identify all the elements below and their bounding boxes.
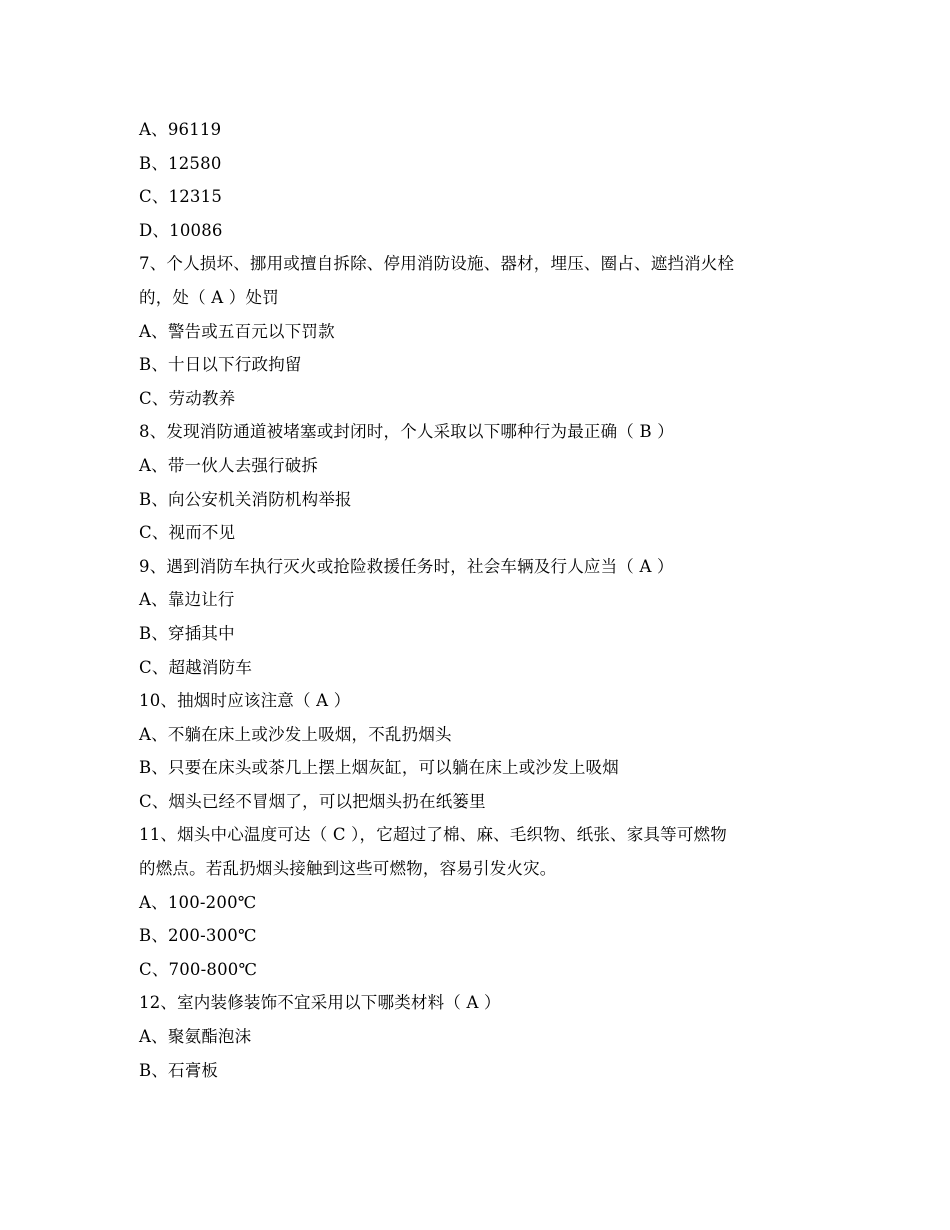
question-line: 9、遇到消防车执行灭火或抢险救援任务时，社会车辆及行人应当（ A ） bbox=[139, 556, 674, 576]
option-line: A、带一伙人去强行破拆 bbox=[139, 455, 319, 475]
question-line: 12、室内装修装饰不宜采用以下哪类材料（ A ） bbox=[139, 993, 501, 1013]
option-line: B、12580 bbox=[139, 153, 222, 173]
option-line: B、200-300℃ bbox=[139, 926, 257, 946]
option-line: A、聚氨酯泡沫 bbox=[139, 1027, 252, 1047]
question-line: 11、烟头中心温度可达（ C ），它超过了棉、麻、毛织物、纸张、家具等可燃物 bbox=[139, 825, 727, 845]
question-line: 的，处（ A ）处罚 bbox=[139, 287, 279, 307]
option-line: B、穿插其中 bbox=[139, 623, 235, 643]
question-line: 的燃点。若乱扔烟头接触到这些可燃物，容易引发火灾。 bbox=[139, 859, 557, 879]
option-line: B、石膏板 bbox=[139, 1060, 219, 1080]
option-line: B、只要在床头或茶几上摆上烟灰缸，可以躺在床上或沙发上吸烟 bbox=[139, 758, 619, 778]
option-line: C、700-800℃ bbox=[139, 959, 258, 979]
question-line: 10、抽烟时应该注意（ A ） bbox=[139, 691, 351, 711]
option-line: A、警告或五百元以下罚款 bbox=[139, 321, 335, 341]
option-line: A、100-200℃ bbox=[139, 892, 257, 912]
option-line: C、劳动教养 bbox=[139, 388, 236, 408]
question-list bbox=[139, 117, 819, 1091]
option-line: A、靠边让行 bbox=[139, 590, 235, 610]
option-line: C、烟头已经不冒烟了，可以把烟头扔在纸篓里 bbox=[139, 791, 486, 811]
option-line: C、超越消防车 bbox=[139, 657, 253, 677]
option-line: B、十日以下行政拘留 bbox=[139, 355, 302, 375]
option-line: A、96119 bbox=[139, 120, 222, 139]
option-line: C、视而不见 bbox=[139, 523, 236, 543]
option-line: D、10086 bbox=[139, 220, 223, 240]
option-line: B、向公安机关消防机构举报 bbox=[139, 489, 352, 509]
question-line: 7、个人损坏、挪用或擅自拆除、停用消防设施、器材，埋压、圈占、遮挡消火栓 bbox=[139, 254, 735, 274]
option-line: A、不躺在床上或沙发上吸烟，不乱扔烟头 bbox=[139, 724, 452, 744]
option-line: C、12315 bbox=[139, 187, 223, 207]
question-line: 8、发现消防通道被堵塞或封闭时，个人采取以下哪种行为最正确（ B ） bbox=[139, 422, 674, 442]
